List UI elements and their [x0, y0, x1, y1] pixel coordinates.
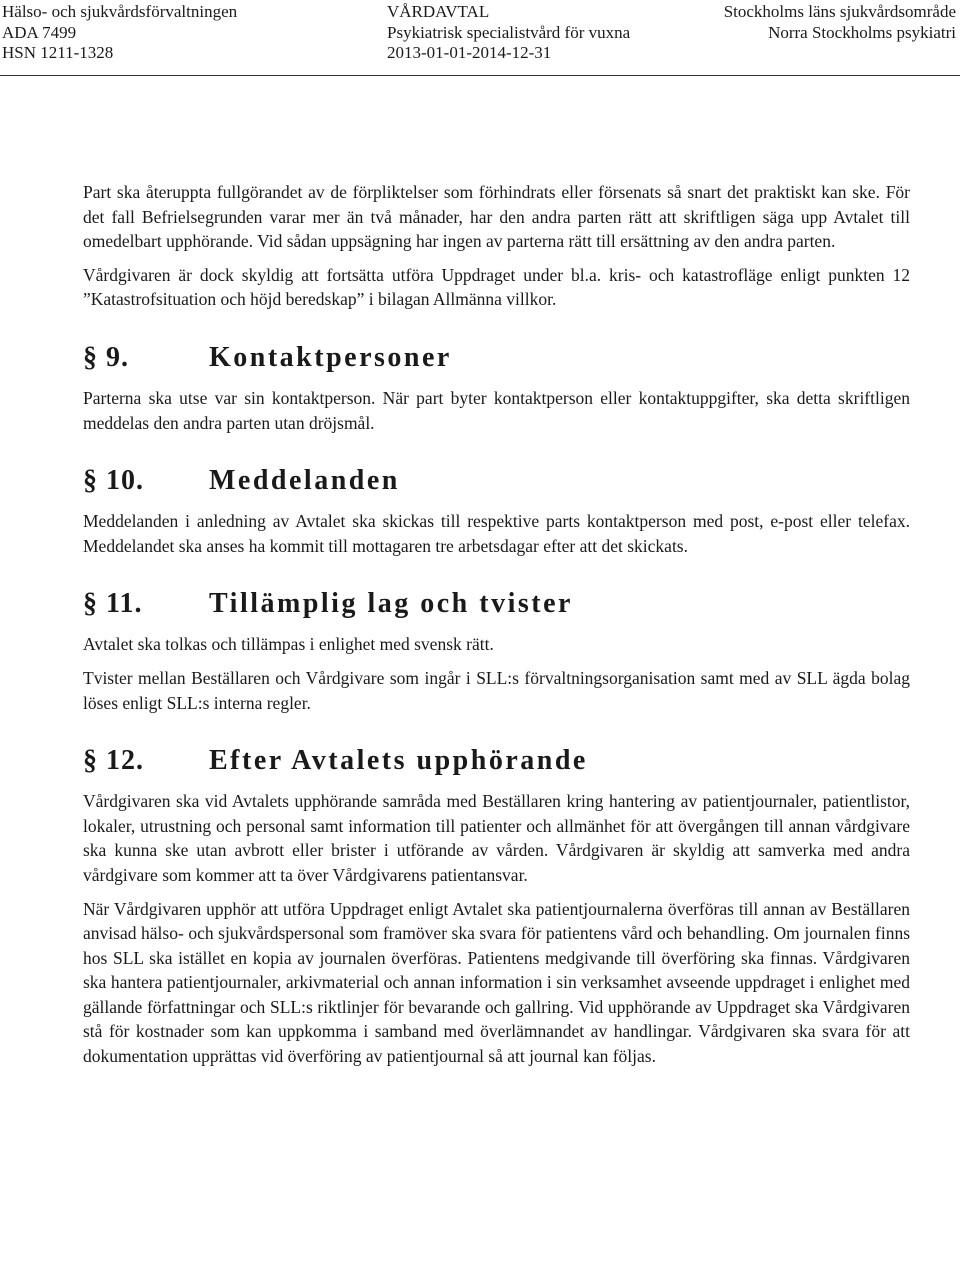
- header-ada: ADA 7499: [2, 22, 77, 42]
- intro-paragraph: Part ska återuppta fullgörandet av de förpliktelser som förhindrats eller försenats så snart det praktiskt kan ske. För det fall Befrielsegrunden varar mer än två månader, har den andra parten rätt att skriftligen säga upp Avtalet till omedelbart upphörande. Vid sådan uppsägning har ingen av parterna rätt till ersättning av den andra parten.: [83, 182, 910, 252]
- section-heading: [83, 465, 910, 503]
- section-heading: [83, 588, 910, 626]
- section-title: Tillämplig lag och tvister: [209, 588, 573, 620]
- section-heading: [83, 745, 910, 783]
- header-region: Stockholms läns sjukvårdsområde: [723, 2, 956, 21]
- section-title: Kontaktpersoner: [209, 341, 452, 373]
- document-body: [83, 180, 910, 1069]
- section-number: § 11.: [83, 588, 143, 620]
- section-heading: [83, 342, 910, 380]
- header-right: [724, 2, 956, 43]
- section-paragraph: Meddelanden i anledning av Avtalet ska skickas till respektive parts kontaktperson med post, e-post eller telefax. Meddelandet ska anses ha kommit till mottagaren tre arbetsdagar efter att det skickats.: [83, 511, 910, 556]
- section-number: § 9.: [83, 341, 129, 373]
- header-doc-type: VÅRDAVTAL: [387, 2, 490, 21]
- section-paragraph: Tvister mellan Beställaren och Vårdgivare som ingår i SLL:s förvaltningsorganisation samt med av SLL ägda bolag löses enligt SLL:s interna regler.: [83, 667, 910, 713]
- section-paragraph: Avtalet ska tolkas och tillämpas i enlighet med svensk rätt.: [83, 634, 494, 655]
- section-title: Efter Avtalets upphörande: [209, 745, 588, 777]
- header-period: 2013-01-01-2014-12-31: [387, 43, 552, 62]
- section-title: Meddelanden: [209, 465, 400, 497]
- header-divider: [0, 75, 960, 76]
- header-org: Hälso- och sjukvårdsförvaltningen: [2, 2, 238, 21]
- page-header: [0, 2, 960, 66]
- section-paragraph: När Vårdgivaren upphör att utföra Uppdraget enligt Avtalet ska patientjournalerna överföras till annan av Beställaren anvisad hälso- och sjukvårdspersonal som framöver ska svara för patientens vård och behandling. Om journalen finns hos SLL ska istället en kopia av journalen överföras. Patientens medgivande till överföring ska finnas. Vårdgivaren ska hantera patientjournaler, arkivmaterial och annan information i sin verksamhet avseende uppdraget i enlighet med gällande författningar och SLL:s riktlinjer för bevarande och gallring. Vid upphörande av Uppdraget ska Vårdgivaren stå för kostnader som kan uppkomma i samband med överlämnandet av handlingar. Vårdgivaren ska svara för att dokumentation upprättas vid överföring av patientjournal så att journal kan följas.: [83, 898, 910, 1067]
- header-doc-scope: Psykiatrisk specialistvård för vuxna: [387, 22, 631, 42]
- section-number: § 12.: [83, 745, 144, 777]
- section-number: § 10.: [83, 465, 144, 497]
- section-paragraph: Vårdgivaren ska vid Avtalets upphörande samråda med Beställaren kring hantering av patientjournaler, patientlistor, lokaler, utrustning och personal samt information till patienter och allmänhet för att övergången till annan vårdgivare ska kunna ske utan avbrott eller brister i utförande av vården. Vårdgivaren är skyldig att samverka med andra vårdgivare som kommer att ta över Vårdgivarens patientansvar.: [83, 791, 910, 885]
- header-center: [387, 2, 630, 64]
- intro-paragraph: Vårdgivaren är dock skyldig att fortsätta utföra Uppdraget under bl.a. kris- och katastrofläge enligt punkten 12 ”Katastrofsituation och höjd beredskap” i bilagan Allmänna villkor.: [83, 264, 910, 310]
- header-hsn: HSN 1211-1328: [2, 43, 114, 62]
- section-paragraph: Parterna ska utse var sin kontaktperson. När part byter kontaktperson eller kontaktuppgifter, ska detta skriftligen meddelas den andra parten utan dröjsmål.: [83, 387, 910, 433]
- header-left: [2, 2, 237, 64]
- header-unit: Norra Stockholms psykiatri: [768, 22, 956, 42]
